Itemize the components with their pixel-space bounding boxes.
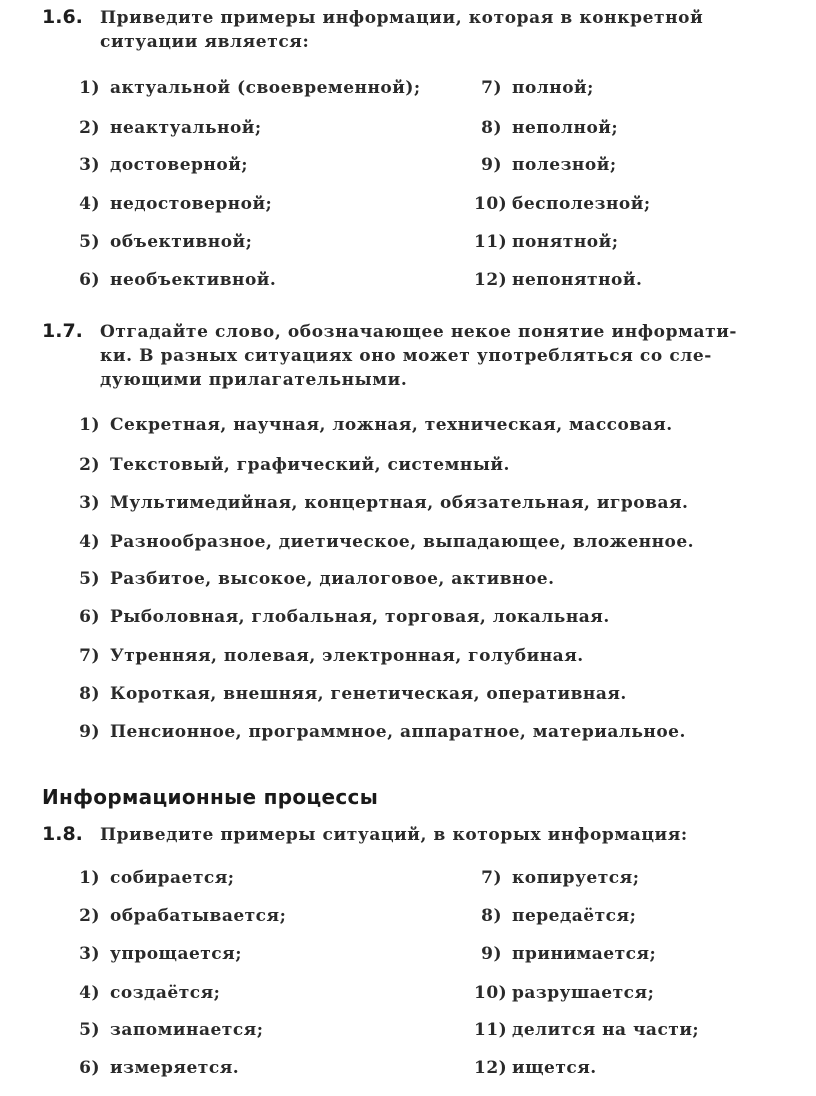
item-text: Секретная, научная, ложная, техническая, массовая. bbox=[110, 415, 673, 435]
item-text: достоверной; bbox=[110, 155, 249, 175]
item-text: ищется. bbox=[512, 1058, 597, 1078]
item-text: недостоверной; bbox=[110, 194, 273, 214]
item-text: Текстовый, графический, системный. bbox=[110, 455, 510, 475]
list-item bbox=[474, 78, 594, 98]
list-item bbox=[474, 232, 618, 252]
list-item bbox=[72, 415, 673, 435]
item-number: 7) bbox=[481, 868, 502, 888]
item-number: 8) bbox=[79, 684, 100, 704]
list-item bbox=[72, 270, 276, 290]
item-text: актуальной (своевременной); bbox=[110, 78, 421, 98]
task-prompt-line: Приведите примеры ситуаций, в которых информация: bbox=[100, 825, 688, 845]
list-item bbox=[474, 944, 656, 964]
item-text: передаётся; bbox=[512, 906, 637, 926]
item-number: 10) bbox=[474, 983, 508, 1003]
item-text: объективной; bbox=[110, 232, 253, 252]
item-text: копируется; bbox=[512, 868, 640, 888]
item-text: полезной; bbox=[512, 155, 617, 175]
item-text: создаётся; bbox=[110, 983, 221, 1003]
list-item bbox=[474, 118, 618, 138]
item-number: 9) bbox=[79, 722, 100, 742]
task-number: 1.8. bbox=[42, 823, 83, 845]
list-item bbox=[72, 78, 421, 98]
list-item bbox=[72, 118, 262, 138]
item-number: 11) bbox=[474, 1020, 508, 1040]
list-item bbox=[72, 493, 688, 513]
item-text: Разбитое, высокое, диалоговое, активное. bbox=[110, 569, 555, 589]
item-text: Разнообразное, диетическое, выпадающее, вложенное. bbox=[110, 532, 695, 552]
list-item bbox=[474, 155, 617, 175]
task-number: 1.6. bbox=[42, 6, 83, 28]
item-number: 6) bbox=[79, 1058, 100, 1078]
task-prompt-line: дующими прилагательными. bbox=[100, 370, 408, 390]
list-item bbox=[72, 569, 555, 589]
list-item bbox=[72, 868, 235, 888]
item-number: 1) bbox=[79, 868, 100, 888]
item-number: 5) bbox=[79, 569, 100, 589]
item-text: принимается; bbox=[512, 944, 657, 964]
item-number: 10) bbox=[474, 194, 508, 214]
list-item bbox=[72, 232, 252, 252]
item-number: 7) bbox=[481, 78, 502, 98]
item-text: делится на части; bbox=[512, 1020, 700, 1040]
list-item bbox=[474, 1020, 699, 1040]
item-text: неполной; bbox=[512, 118, 619, 138]
item-number: 5) bbox=[79, 1020, 100, 1040]
list-item bbox=[474, 270, 642, 290]
item-number: 9) bbox=[481, 944, 502, 964]
item-text: Утренняя, полевая, электронная, голубиная. bbox=[110, 646, 584, 666]
item-number: 3) bbox=[79, 493, 100, 513]
item-number: 4) bbox=[79, 983, 100, 1003]
item-number: 6) bbox=[79, 607, 100, 627]
item-text: Короткая, внешняя, генетическая, оперативная. bbox=[110, 684, 627, 704]
item-text: разрушается; bbox=[512, 983, 655, 1003]
item-text: непонятной. bbox=[512, 270, 643, 290]
task-prompt-line: ситуации является: bbox=[100, 32, 310, 52]
item-number: 8) bbox=[481, 906, 502, 926]
item-text: бесполезной; bbox=[512, 194, 651, 214]
item-text: полной; bbox=[512, 78, 594, 98]
item-text: необъективной. bbox=[110, 270, 277, 290]
item-number: 12) bbox=[474, 270, 508, 290]
list-item bbox=[474, 983, 654, 1003]
section-heading: Информационные процессы bbox=[42, 785, 379, 809]
task-prompt-line: Приведите примеры информации, которая в конкретной bbox=[100, 8, 704, 28]
item-number: 1) bbox=[79, 415, 100, 435]
list-item bbox=[72, 722, 686, 742]
item-number: 6) bbox=[79, 270, 100, 290]
task-prompt-line: ки. В разных ситуациях оно может употребляться со сле- bbox=[100, 346, 712, 366]
list-item bbox=[72, 944, 242, 964]
item-number: 3) bbox=[79, 155, 100, 175]
item-text: Рыболовная, глобальная, торговая, локальная. bbox=[110, 607, 610, 627]
item-number: 8) bbox=[481, 118, 502, 138]
task-number: 1.7. bbox=[42, 320, 83, 342]
list-item bbox=[72, 607, 610, 627]
list-item bbox=[72, 1020, 264, 1040]
item-text: упрощается; bbox=[110, 944, 242, 964]
item-text: Мультимедийная, концертная, обязательная, игровая. bbox=[110, 493, 689, 513]
item-text: обрабатывается; bbox=[110, 906, 287, 926]
list-item bbox=[474, 194, 651, 214]
list-item bbox=[72, 646, 584, 666]
item-number: 1) bbox=[79, 78, 100, 98]
list-item bbox=[72, 983, 220, 1003]
list-item bbox=[72, 684, 627, 704]
item-number: 12) bbox=[474, 1058, 508, 1078]
item-text: измеряется. bbox=[110, 1058, 240, 1078]
item-number: 2) bbox=[79, 906, 100, 926]
item-text: понятной; bbox=[512, 232, 619, 252]
item-number: 5) bbox=[79, 232, 100, 252]
list-item bbox=[72, 194, 272, 214]
list-item bbox=[72, 906, 286, 926]
item-number: 11) bbox=[474, 232, 508, 252]
task-prompt-line: Отгадайте слово, обозначающее некое понятие информати- bbox=[100, 322, 738, 342]
item-text: запоминается; bbox=[110, 1020, 264, 1040]
item-text: Пенсионное, программное, аппаратное, материальное. bbox=[110, 722, 686, 742]
task-prompt bbox=[100, 823, 760, 847]
item-text: неактуальной; bbox=[110, 118, 262, 138]
item-number: 2) bbox=[79, 118, 100, 138]
list-item bbox=[72, 532, 694, 552]
list-item bbox=[474, 906, 636, 926]
item-number: 2) bbox=[79, 455, 100, 475]
task-prompt bbox=[100, 6, 760, 54]
list-item bbox=[72, 1058, 239, 1078]
item-number: 4) bbox=[79, 194, 100, 214]
item-number: 4) bbox=[79, 532, 100, 552]
item-text: собирается; bbox=[110, 868, 235, 888]
list-item bbox=[474, 868, 639, 888]
item-number: 7) bbox=[79, 646, 100, 666]
task-prompt bbox=[100, 320, 760, 392]
list-item bbox=[474, 1058, 597, 1078]
item-number: 3) bbox=[79, 944, 100, 964]
list-item bbox=[72, 455, 510, 475]
list-item bbox=[72, 155, 248, 175]
item-number: 9) bbox=[481, 155, 502, 175]
